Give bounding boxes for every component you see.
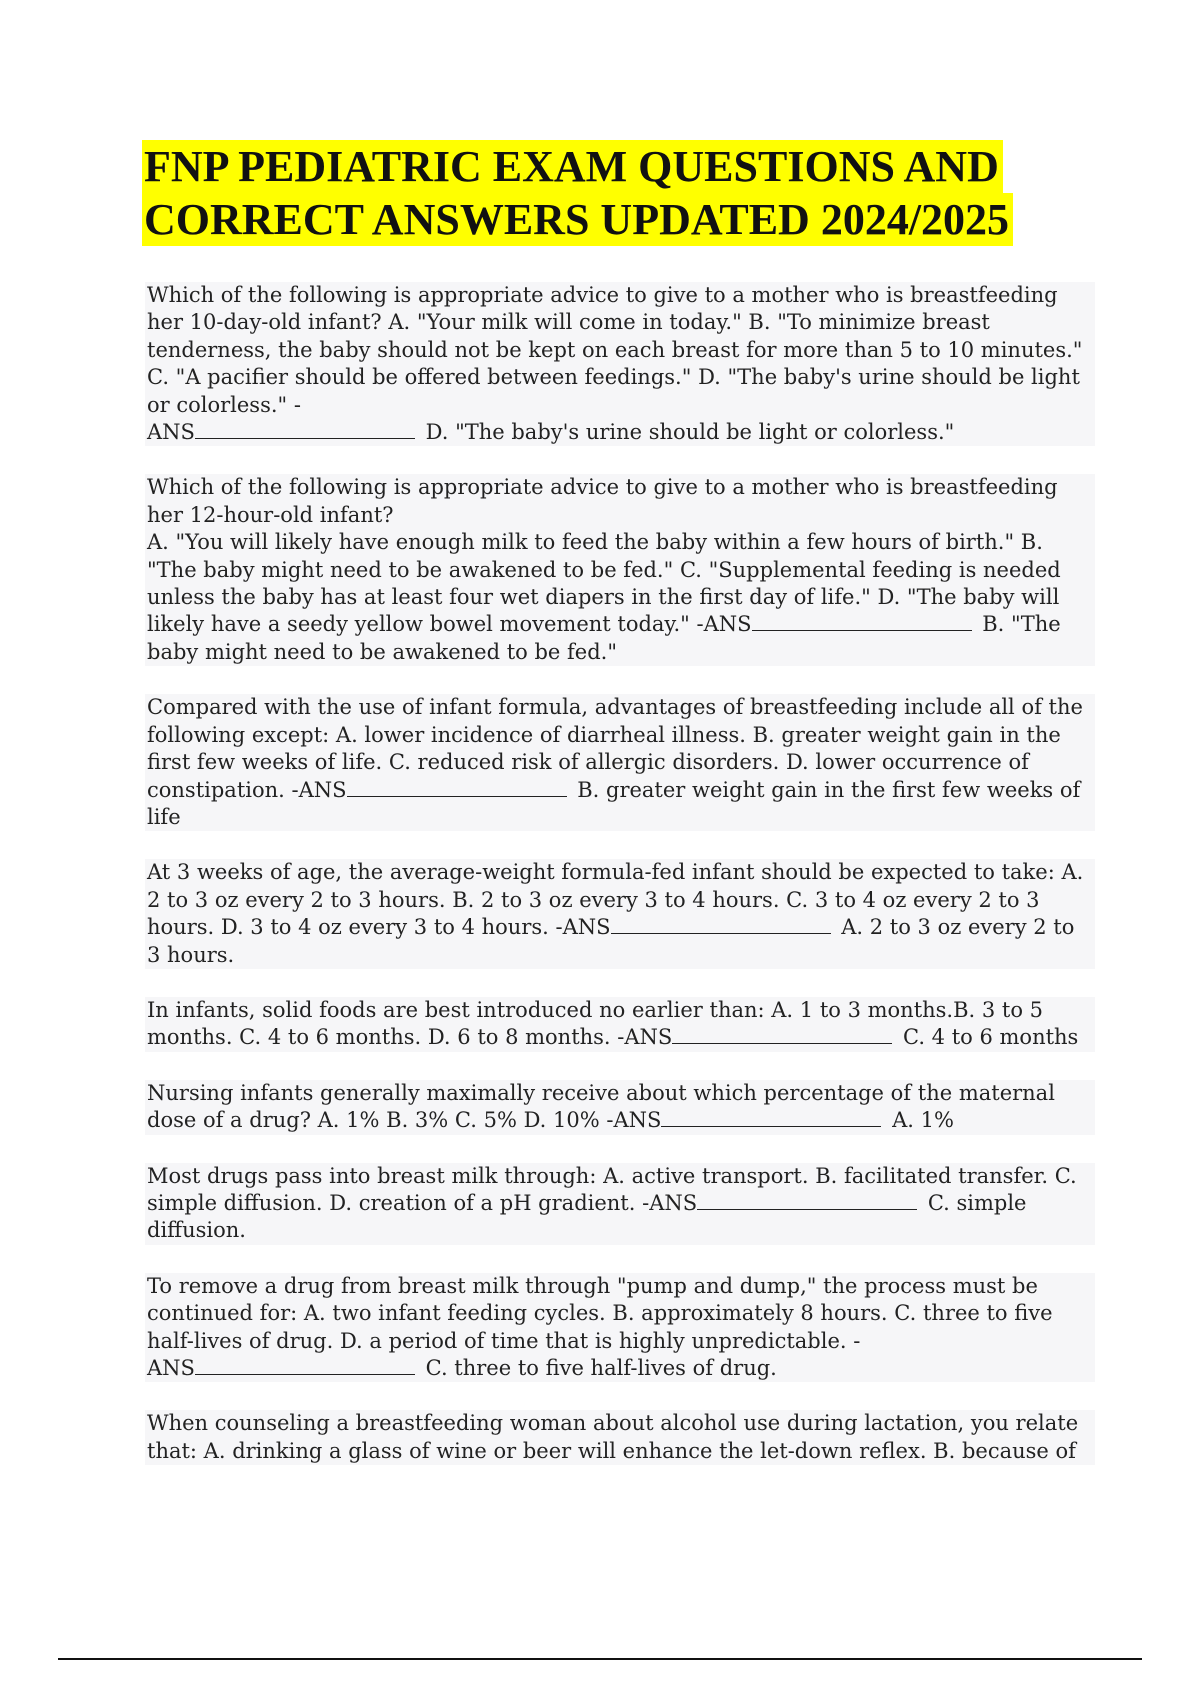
answer-blank-line bbox=[195, 1373, 415, 1375]
qa-item-9 bbox=[145, 1410, 1095, 1465]
qa-item-3 bbox=[145, 694, 1095, 831]
qa-item-1 bbox=[145, 282, 1095, 446]
question-text: Compared with the use of infant formula, advantages of breastfeeding include all of the following except: A. lower incidence of diarrheal illness. B. greater weight gain in the first few weeks of life. C. reduced risk of allergic disorders. D. lower occurrence of constipation. bbox=[147, 695, 1083, 802]
question-text: Nursing infants generally maximally receive about which percentage of the maternal dose of a drug? A. 1% B. 3% C. 5% D. 10% bbox=[147, 1080, 1055, 1133]
qa-item-6 bbox=[145, 1080, 1095, 1135]
title-line-2: CORRECT ANSWERS UPDATED 2024/2025 bbox=[142, 193, 1013, 246]
document-title bbox=[142, 140, 1102, 246]
question-text: To remove a drug from breast milk through "pump and dump," the process must be continued for: A. two infant feeding cycles. B. approximately 8 hours. C. three to five half-lives of drug. D. a period of time that is highly unpredictable. - bbox=[147, 1273, 1053, 1353]
answer-text: C. 4 to 6 months bbox=[903, 1025, 1079, 1050]
answer-marker: -ANS bbox=[606, 1108, 662, 1133]
answer-blank-line bbox=[697, 1208, 917, 1210]
answer-blank-line bbox=[661, 1125, 881, 1127]
question-text: Which of the following is appropriate advice to give to a mother who is breastfeeding her 10-day-old infant? A. "Your milk will come in today." B. "To minimize breast tenderness, the baby should not be kept on each breast for more than 5 to 10 minutes." C. "A pacifier should be offered between feedings." D. "The baby's urine should be light or colorless." - bbox=[147, 283, 1083, 417]
answer-blank-line bbox=[347, 795, 567, 797]
answer-marker: -ANS bbox=[291, 777, 347, 802]
answer-marker: ANS bbox=[147, 1356, 195, 1380]
answer-marker: -ANS bbox=[617, 1025, 673, 1050]
question-options: A. "You will likely have enough milk to feed the baby within a few hours of birth." B. "The baby might need to be awakened to be fed." C. "Supplemental feeding is needed unless the baby has at least four wet diapers in the first day of life." D. "The baby will likely have a seedy yellow bowel movement today." bbox=[147, 530, 1061, 637]
question-text: When counseling a breastfeeding woman about alcohol use during lactation, you relate that: A. drinking a glass of wine or beer will enhance the let-down reflex. B. because of bbox=[147, 1411, 1079, 1463]
answer-marker: -ANS bbox=[696, 612, 752, 637]
qa-item-5 bbox=[145, 997, 1095, 1052]
answer-text: C. three to five half-lives of drug. bbox=[425, 1356, 777, 1380]
answer-text: D. "The baby's urine should be light or colorless." bbox=[425, 420, 955, 445]
qa-item-8 bbox=[145, 1273, 1095, 1383]
qa-item-4 bbox=[145, 859, 1095, 969]
answer-marker: ANS bbox=[147, 420, 195, 445]
question-text: Most drugs pass into breast milk through: A. active transport. B. facilitated transfer. C. simple diffusion. D. creation of a pH gradient. bbox=[147, 1163, 1077, 1215]
answer-text: A. 2 to 3 oz every 2 to 3 hours. bbox=[147, 915, 1075, 967]
qa-item-7 bbox=[145, 1163, 1095, 1245]
title-line-1: FNP PEDIATRIC EXAM QUESTIONS AND bbox=[142, 140, 1003, 193]
question-text: Which of the following is appropriate advice to give to a mother who is breastfeeding her 12-hour-old infant? bbox=[147, 475, 1058, 527]
answer-blank-line bbox=[672, 1042, 892, 1044]
qa-item-2 bbox=[145, 474, 1095, 666]
answer-text: A. 1% bbox=[892, 1108, 954, 1133]
answer-text: B. greater weight gain in the first few weeks of life bbox=[147, 777, 1081, 829]
footer-divider bbox=[58, 1658, 1142, 1660]
answer-marker: -ANS bbox=[555, 915, 611, 940]
question-list bbox=[145, 282, 1095, 1493]
answer-blank-line bbox=[752, 629, 972, 631]
question-text: At 3 weeks of age, the average-weight formula-fed infant should be expected to take: A. 2 to 3 oz every 2 to 3 hours. B. 2 to 3 oz every 3 to 4 hours. C. 3 to 4 oz every 2 to 3 hours. D. 3 to 4 oz every 3 to 4 hours. bbox=[147, 860, 1084, 940]
answer-blank-line bbox=[195, 437, 415, 439]
answer-blank-line bbox=[611, 932, 831, 934]
answer-marker: -ANS bbox=[642, 1190, 698, 1215]
answer-text: B. "The baby might need to be awakened to be fed." bbox=[147, 612, 1061, 664]
answer-text: C. simple diffusion. bbox=[147, 1190, 1027, 1243]
question-text: In infants, solid foods are best introduced no earlier than: A. 1 to 3 months.B. 3 to 5 months. C. 4 to 6 months. D. 6 to 8 months. bbox=[147, 997, 1044, 1050]
